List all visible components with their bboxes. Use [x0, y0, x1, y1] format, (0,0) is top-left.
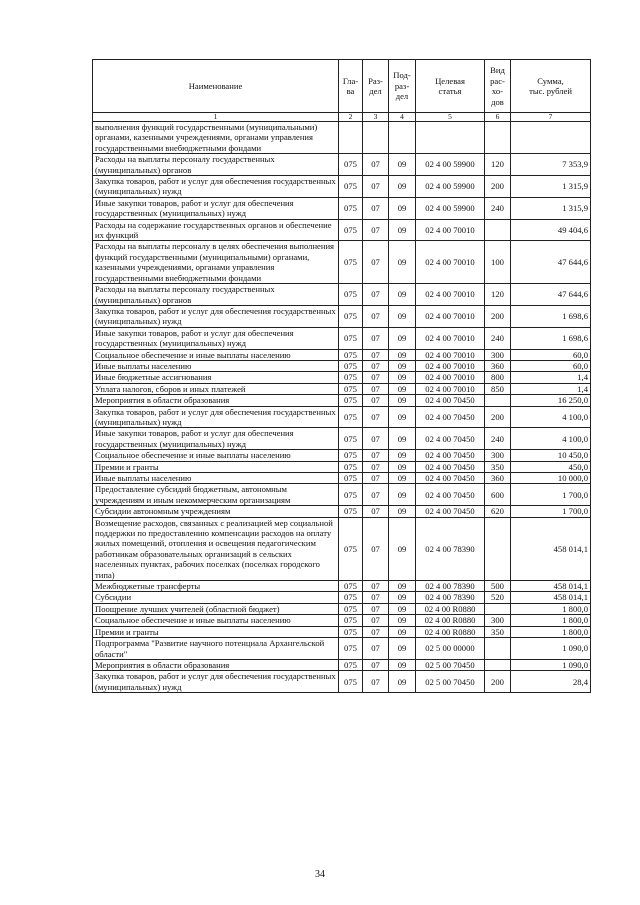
- row-razdel: 07: [363, 241, 389, 284]
- row-summa: 1 800,0: [511, 615, 591, 626]
- row-razdel: 07: [363, 395, 389, 406]
- row-vid: 520: [485, 592, 511, 603]
- row-glava: 075: [339, 349, 363, 360]
- row-podrazdel: 09: [389, 638, 416, 660]
- row-vid: [485, 659, 511, 670]
- row-glava: 075: [339, 581, 363, 592]
- row-summa: 49 404,6: [511, 219, 591, 241]
- row-statya: 02 4 00 70450: [416, 461, 485, 472]
- row-glava: 075: [339, 154, 363, 176]
- row-podrazdel: 09: [389, 603, 416, 614]
- row-vid: 240: [485, 197, 511, 219]
- row-podrazdel: 09: [389, 581, 416, 592]
- row-summa: 1 698,6: [511, 305, 591, 327]
- table-row: [93, 327, 591, 349]
- row-name: Закупка товаров, работ и услуг для обеспечения государственных (муниципальных) нужд: [93, 305, 339, 327]
- row-statya: 02 4 00 70450: [416, 506, 485, 517]
- table-row: [93, 197, 591, 219]
- row-glava: 075: [339, 406, 363, 428]
- row-name: Премии и гранты: [93, 461, 339, 472]
- column-number: 7: [511, 113, 591, 122]
- row-razdel: 07: [363, 638, 389, 660]
- row-name: выполнения функций государственными (муниципальными) органами, казенными учреждениями, органами управления государственными внебюджетными фондами: [93, 122, 339, 154]
- row-summa: 1 800,0: [511, 626, 591, 637]
- row-vid: 200: [485, 671, 511, 693]
- row-vid: 240: [485, 327, 511, 349]
- row-razdel: 07: [363, 615, 389, 626]
- row-razdel: 07: [363, 473, 389, 484]
- table-row: [93, 592, 591, 603]
- header-statya: [416, 60, 485, 113]
- row-summa: 1 698,6: [511, 327, 591, 349]
- row-statya: 02 4 00 78390: [416, 517, 485, 580]
- table-row: [93, 461, 591, 472]
- row-statya: [416, 122, 485, 154]
- row-statya: 02 4 00 70450: [416, 395, 485, 406]
- row-vid: 120: [485, 154, 511, 176]
- row-summa: 1 090,0: [511, 659, 591, 670]
- row-razdel: 07: [363, 383, 389, 394]
- row-name: Иные закупки товаров, работ и услуг для обеспечения государственных (муниципальных) нужд: [93, 428, 339, 450]
- row-glava: 075: [339, 506, 363, 517]
- row-podrazdel: 09: [389, 626, 416, 637]
- row-glava: 075: [339, 671, 363, 693]
- row-razdel: 07: [363, 484, 389, 506]
- table-row: [93, 603, 591, 614]
- row-vid: 350: [485, 461, 511, 472]
- row-name: Предоставление субсидий бюджетным, автономным учреждениям и иным некоммерческим организациям: [93, 484, 339, 506]
- row-podrazdel: 09: [389, 517, 416, 580]
- row-vid: [485, 517, 511, 580]
- row-statya: 02 4 00 70450: [416, 406, 485, 428]
- table-row: [93, 176, 591, 198]
- row-podrazdel: 09: [389, 671, 416, 693]
- row-vid: 800: [485, 372, 511, 383]
- header-glava-text: Гла- ва: [342, 75, 359, 96]
- row-glava: 075: [339, 638, 363, 660]
- row-name: Иные закупки товаров, работ и услуг для обеспечения государственных (муниципальных) нужд: [93, 197, 339, 219]
- row-podrazdel: 09: [389, 176, 416, 198]
- row-glava: 075: [339, 360, 363, 371]
- row-razdel: 07: [363, 603, 389, 614]
- row-name: Иные выплаты населению: [93, 360, 339, 371]
- row-summa: 4 100,0: [511, 428, 591, 450]
- row-glava: 075: [339, 484, 363, 506]
- table-row: [93, 372, 591, 383]
- row-glava: 075: [339, 473, 363, 484]
- column-number: 4: [389, 113, 416, 122]
- row-podrazdel: 09: [389, 395, 416, 406]
- row-podrazdel: 09: [389, 360, 416, 371]
- row-razdel: 07: [363, 450, 389, 461]
- table-row: [93, 383, 591, 394]
- row-vid: 300: [485, 349, 511, 360]
- row-summa: 458 014,1: [511, 517, 591, 580]
- row-name: Иные бюджетные ассигнования: [93, 372, 339, 383]
- row-glava: 075: [339, 450, 363, 461]
- row-razdel: 07: [363, 197, 389, 219]
- column-number: 1: [93, 113, 339, 122]
- row-statya: 02 4 00 70010: [416, 349, 485, 360]
- row-razdel: 07: [363, 581, 389, 592]
- row-podrazdel: 09: [389, 615, 416, 626]
- row-name: Расходы на выплаты персоналу в целях обеспечения выполнения функций государственными (муниципальными) органами, казенными учреждениями, органами управления государственными внебюджетными фондами: [93, 241, 339, 284]
- table-row: [93, 406, 591, 428]
- row-podrazdel: [389, 122, 416, 154]
- row-summa: 60,0: [511, 360, 591, 371]
- row-podrazdel: 09: [389, 659, 416, 670]
- row-razdel: 07: [363, 349, 389, 360]
- row-razdel: 07: [363, 592, 389, 603]
- row-name: Субсидии автономным учреждениям: [93, 506, 339, 517]
- row-summa: 16 250,0: [511, 395, 591, 406]
- row-name: Социальное обеспечение и иные выплаты населению: [93, 450, 339, 461]
- row-glava: 075: [339, 395, 363, 406]
- row-razdel: 07: [363, 360, 389, 371]
- row-name: Иные закупки товаров, работ и услуг для обеспечения государственных (муниципальных) нужд: [93, 327, 339, 349]
- header-statya-text: Целевая статья: [435, 75, 465, 96]
- row-razdel: 07: [363, 154, 389, 176]
- table-row: [93, 284, 591, 306]
- row-name: Подпрограмма "Развитие научного потенциала Архангельской области": [93, 638, 339, 660]
- row-summa: 1 315,9: [511, 176, 591, 198]
- row-razdel: 07: [363, 372, 389, 383]
- row-glava: 075: [339, 461, 363, 472]
- row-podrazdel: 09: [389, 450, 416, 461]
- row-statya: 02 5 00 00000: [416, 638, 485, 660]
- column-number-row: [93, 113, 591, 122]
- table-row: [93, 506, 591, 517]
- row-podrazdel: 09: [389, 372, 416, 383]
- row-podrazdel: 09: [389, 428, 416, 450]
- table-row: [93, 428, 591, 450]
- row-razdel: 07: [363, 176, 389, 198]
- row-statya: 02 4 00 70010: [416, 241, 485, 284]
- row-razdel: 07: [363, 671, 389, 693]
- row-glava: 075: [339, 284, 363, 306]
- table-row: [93, 484, 591, 506]
- table-row: [93, 638, 591, 660]
- row-statya: 02 4 00 70010: [416, 372, 485, 383]
- row-podrazdel: 09: [389, 383, 416, 394]
- row-summa: 10 450,0: [511, 450, 591, 461]
- row-podrazdel: 09: [389, 241, 416, 284]
- row-summa: 1 315,9: [511, 197, 591, 219]
- row-vid: 200: [485, 305, 511, 327]
- row-vid: [485, 603, 511, 614]
- row-summa: 458 014,1: [511, 581, 591, 592]
- row-vid: 360: [485, 473, 511, 484]
- row-vid: 350: [485, 626, 511, 637]
- row-statya: 02 4 00 70010: [416, 327, 485, 349]
- row-glava: 075: [339, 517, 363, 580]
- row-statya: 02 4 00 70010: [416, 383, 485, 394]
- row-statya: 02 4 00 70010: [416, 305, 485, 327]
- table-row: [93, 154, 591, 176]
- table-row: [93, 473, 591, 484]
- row-glava: 075: [339, 659, 363, 670]
- header-razdel-text: Раз- дел: [368, 75, 383, 96]
- header-vid-text: Вид рас- хо- дов: [490, 65, 505, 107]
- row-glava: 075: [339, 327, 363, 349]
- header-podrazdel: [389, 60, 416, 113]
- row-podrazdel: 09: [389, 406, 416, 428]
- row-summa: 450,0: [511, 461, 591, 472]
- row-razdel: 07: [363, 461, 389, 472]
- row-name: Возмещение расходов, связанных с реализацией мер социальной поддержки по предоставлению компенсации расходов на оплату жилых помещений, отопления и освещения педагогическим работникам образовательных организаций в сельских населенных пунктах, рабочих поселках (поселках городского типа): [93, 517, 339, 580]
- row-statya: 02 4 00 59900: [416, 197, 485, 219]
- row-glava: [339, 122, 363, 154]
- row-statya: 02 4 00 R0880: [416, 615, 485, 626]
- row-glava: 075: [339, 428, 363, 450]
- row-summa: 4 100,0: [511, 406, 591, 428]
- header-podrazdel-text: Под- раз- дел: [393, 70, 411, 102]
- column-number: 3: [363, 113, 389, 122]
- row-podrazdel: 09: [389, 473, 416, 484]
- row-razdel: 07: [363, 428, 389, 450]
- row-summa: [511, 122, 591, 154]
- row-vid: 100: [485, 241, 511, 284]
- row-podrazdel: 09: [389, 592, 416, 603]
- row-statya: 02 4 00 R0880: [416, 603, 485, 614]
- row-summa: 1,4: [511, 372, 591, 383]
- row-glava: 075: [339, 603, 363, 614]
- row-razdel: 07: [363, 305, 389, 327]
- table-row: [93, 581, 591, 592]
- row-statya: 02 4 00 R0880: [416, 626, 485, 637]
- table-row: [93, 219, 591, 241]
- row-statya: 02 4 00 78390: [416, 592, 485, 603]
- row-summa: 1 700,0: [511, 484, 591, 506]
- row-summa: 1,4: [511, 383, 591, 394]
- row-statya: 02 5 00 70450: [416, 671, 485, 693]
- row-statya: 02 4 00 70010: [416, 360, 485, 371]
- row-glava: 075: [339, 615, 363, 626]
- row-podrazdel: 09: [389, 349, 416, 360]
- row-name: Закупка товаров, работ и услуг для обеспечения государственных (муниципальных) нужд: [93, 671, 339, 693]
- row-glava: 075: [339, 592, 363, 603]
- row-name: Расходы на выплаты персоналу государственных (муниципальных) органов: [93, 154, 339, 176]
- row-vid: 300: [485, 450, 511, 461]
- page-number: 34: [315, 869, 325, 880]
- row-vid: 200: [485, 176, 511, 198]
- header-row: [93, 60, 591, 113]
- row-statya: 02 4 00 78390: [416, 581, 485, 592]
- row-summa: 7 353,9: [511, 154, 591, 176]
- table-row: [93, 360, 591, 371]
- row-statya: 02 4 00 70450: [416, 473, 485, 484]
- row-razdel: 07: [363, 327, 389, 349]
- row-name: Мероприятия в области образования: [93, 659, 339, 670]
- row-podrazdel: 09: [389, 506, 416, 517]
- row-razdel: 07: [363, 219, 389, 241]
- row-podrazdel: 09: [389, 154, 416, 176]
- table-row: [93, 450, 591, 461]
- table-row: [93, 122, 591, 154]
- row-name: Уплата налогов, сборов и иных платежей: [93, 383, 339, 394]
- row-podrazdel: 09: [389, 284, 416, 306]
- row-glava: 075: [339, 219, 363, 241]
- row-vid: [485, 395, 511, 406]
- row-glava: 075: [339, 383, 363, 394]
- table-row: [93, 349, 591, 360]
- row-glava: 075: [339, 197, 363, 219]
- row-name: Иные выплаты населению: [93, 473, 339, 484]
- header-razdel: [363, 60, 389, 113]
- row-glava: 075: [339, 241, 363, 284]
- row-vid: 360: [485, 360, 511, 371]
- row-statya: 02 4 00 70450: [416, 428, 485, 450]
- table-row: [93, 517, 591, 580]
- table-row: [93, 241, 591, 284]
- header-name: Наименование: [93, 60, 339, 113]
- column-number: 5: [416, 113, 485, 122]
- row-vid: 240: [485, 428, 511, 450]
- table-row: [93, 659, 591, 670]
- row-podrazdel: 09: [389, 484, 416, 506]
- row-statya: 02 4 00 59900: [416, 176, 485, 198]
- row-summa: 458 014,1: [511, 592, 591, 603]
- row-razdel: 07: [363, 284, 389, 306]
- row-glava: 075: [339, 372, 363, 383]
- row-vid: 500: [485, 581, 511, 592]
- row-summa: 1 800,0: [511, 603, 591, 614]
- row-summa: 47 644,6: [511, 284, 591, 306]
- row-razdel: 07: [363, 626, 389, 637]
- row-statya: 02 4 00 70450: [416, 450, 485, 461]
- row-name: Закупка товаров, работ и услуг для обеспечения государственных (муниципальных) нужд: [93, 406, 339, 428]
- row-vid: 850: [485, 383, 511, 394]
- row-name: Мероприятия в области образования: [93, 395, 339, 406]
- row-razdel: 07: [363, 517, 389, 580]
- row-podrazdel: 09: [389, 197, 416, 219]
- row-statya: 02 4 00 70010: [416, 284, 485, 306]
- row-name: Поощрение лучших учителей (областной бюджет): [93, 603, 339, 614]
- row-statya: 02 4 00 70010: [416, 219, 485, 241]
- table-row: [93, 615, 591, 626]
- row-glava: 075: [339, 176, 363, 198]
- row-name: Расходы на содержание государственных органов и обеспечение их функций: [93, 219, 339, 241]
- row-podrazdel: 09: [389, 219, 416, 241]
- row-name: Межбюджетные трансферты: [93, 581, 339, 592]
- row-name: Субсидии: [93, 592, 339, 603]
- table-row: [93, 395, 591, 406]
- header-glava: [339, 60, 363, 113]
- budget-table: [92, 59, 591, 693]
- row-razdel: 07: [363, 506, 389, 517]
- row-summa: 1 700,0: [511, 506, 591, 517]
- row-summa: 47 644,6: [511, 241, 591, 284]
- row-summa: 60,0: [511, 349, 591, 360]
- row-glava: 075: [339, 626, 363, 637]
- header-summa: [511, 60, 591, 113]
- row-podrazdel: 09: [389, 461, 416, 472]
- table-row: [93, 671, 591, 693]
- row-summa: 1 090,0: [511, 638, 591, 660]
- row-vid: [485, 219, 511, 241]
- row-podrazdel: 09: [389, 327, 416, 349]
- row-razdel: [363, 122, 389, 154]
- row-name: Социальное обеспечение и иные выплаты населению: [93, 615, 339, 626]
- row-vid: 200: [485, 406, 511, 428]
- row-statya: 02 4 00 70450: [416, 484, 485, 506]
- table-row: [93, 626, 591, 637]
- row-razdel: 07: [363, 406, 389, 428]
- row-vid: [485, 122, 511, 154]
- column-number: 6: [485, 113, 511, 122]
- row-name: Премии и гранты: [93, 626, 339, 637]
- row-vid: 600: [485, 484, 511, 506]
- row-name: Расходы на выплаты персоналу государственных (муниципальных) органов: [93, 284, 339, 306]
- column-number: 2: [339, 113, 363, 122]
- row-razdel: 07: [363, 659, 389, 670]
- row-vid: [485, 638, 511, 660]
- header-vid: [485, 60, 511, 113]
- table-row: [93, 305, 591, 327]
- row-statya: 02 5 00 70450: [416, 659, 485, 670]
- row-summa: 28,4: [511, 671, 591, 693]
- header-summa-text: Сумма, тыс. рублей: [529, 75, 572, 96]
- row-podrazdel: 09: [389, 305, 416, 327]
- row-vid: 300: [485, 615, 511, 626]
- row-name: Закупка товаров, работ и услуг для обеспечения государственных (муниципальных) нужд: [93, 176, 339, 198]
- row-vid: 620: [485, 506, 511, 517]
- row-statya: 02 4 00 59900: [416, 154, 485, 176]
- row-vid: 120: [485, 284, 511, 306]
- row-name: Социальное обеспечение и иные выплаты населению: [93, 349, 339, 360]
- row-summa: 10 000,0: [511, 473, 591, 484]
- row-glava: 075: [339, 305, 363, 327]
